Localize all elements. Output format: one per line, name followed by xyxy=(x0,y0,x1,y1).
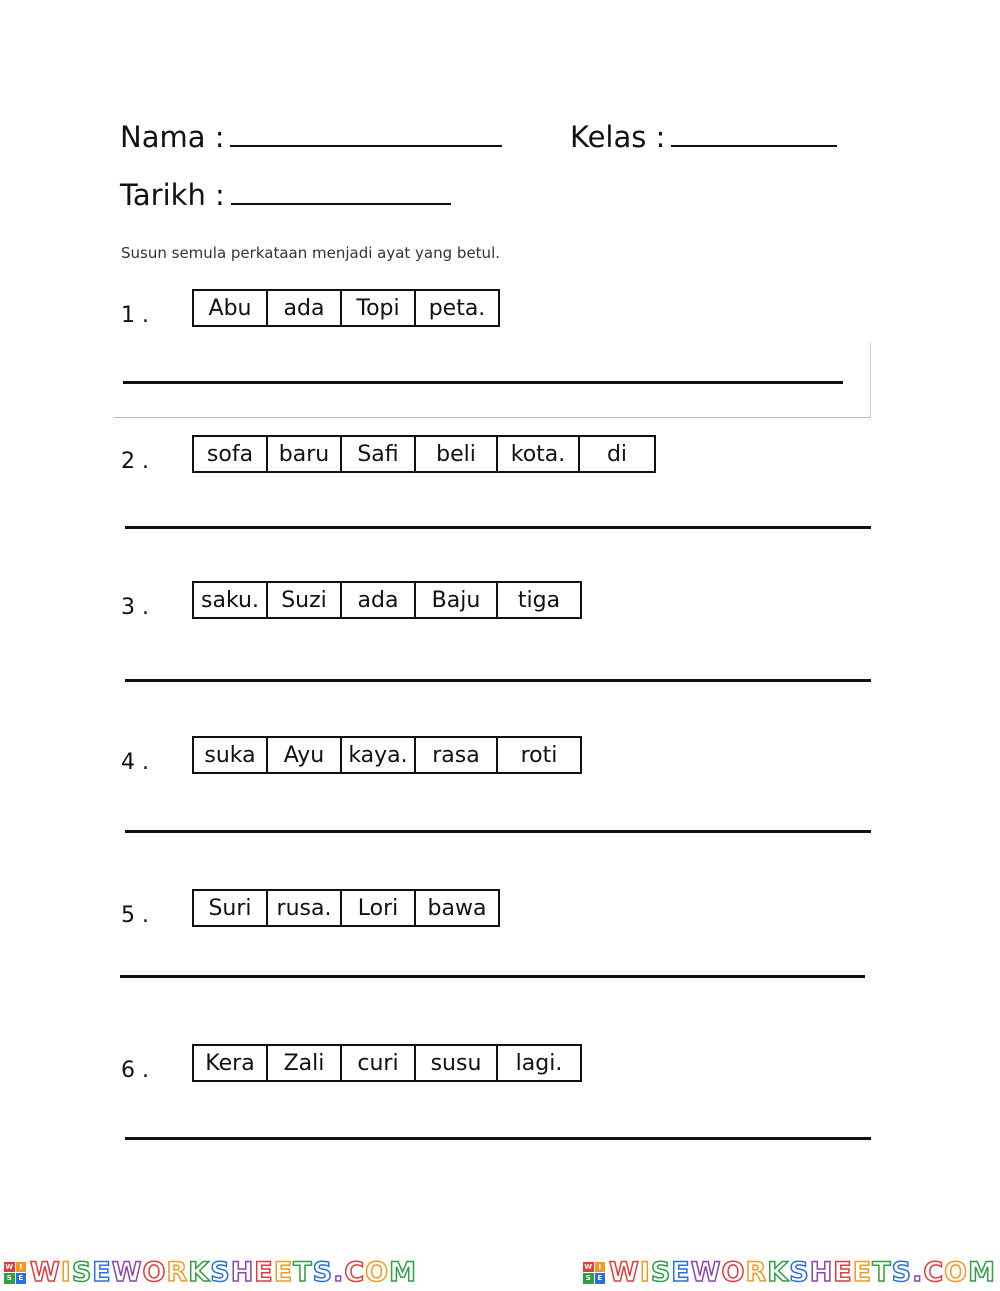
date-field xyxy=(120,178,451,212)
word-box-row xyxy=(192,435,656,473)
word-box-row xyxy=(192,289,500,327)
word-tile[interactable]: kota. xyxy=(498,437,580,471)
word-tile[interactable]: Zali xyxy=(268,1046,342,1080)
question-number: 1 . xyxy=(121,303,149,328)
word-tile[interactable]: sofa xyxy=(194,437,268,471)
fold-edge xyxy=(870,343,871,418)
name-blank[interactable] xyxy=(230,121,502,147)
word-box-row xyxy=(192,1044,582,1082)
class-blank[interactable] xyxy=(671,121,837,147)
word-tile[interactable]: Topi xyxy=(342,291,416,325)
logo-letter: S xyxy=(583,1273,594,1284)
word-tile[interactable]: roti xyxy=(520,742,558,768)
word-tile[interactable]: susu xyxy=(416,1046,498,1080)
class-field xyxy=(570,120,837,154)
question-number: 6 . xyxy=(121,1058,149,1083)
question-number: 3 . xyxy=(121,595,149,620)
logo-letter: W xyxy=(5,1262,14,1271)
word-tile[interactable]: rusa. xyxy=(268,891,342,925)
word-tile[interactable]: ada xyxy=(268,291,342,325)
word-tile[interactable]: beli xyxy=(416,437,498,471)
question-number: 2 . xyxy=(121,449,149,474)
word-tile[interactable]: di xyxy=(606,441,628,467)
word-tile[interactable]: curi xyxy=(342,1046,416,1080)
word-tile[interactable]: baru xyxy=(268,437,342,471)
answer-line[interactable] xyxy=(123,381,843,384)
word-tile[interactable]: kaya. xyxy=(342,738,416,772)
brand-logo-icon xyxy=(583,1262,605,1284)
answer-line[interactable] xyxy=(125,526,871,529)
word-tile[interactable]: Baju xyxy=(416,583,498,617)
question-number: 5 . xyxy=(121,903,149,928)
word-tile[interactable]: Kera xyxy=(194,1046,268,1080)
footer-brand-strip xyxy=(4,1257,996,1288)
word-tile[interactable]: lagi. xyxy=(515,1050,563,1076)
word-tile[interactable]: ada xyxy=(342,583,416,617)
question-number: 4 . xyxy=(121,750,149,775)
name-label: Nama : xyxy=(120,120,225,154)
logo-letter: I xyxy=(16,1262,27,1273)
answer-line[interactable] xyxy=(125,1137,871,1140)
word-box-row xyxy=(192,581,582,619)
class-label: Kelas : xyxy=(570,120,666,154)
word-tile[interactable]: Suri xyxy=(194,891,268,925)
fold-line xyxy=(114,417,871,418)
word-tile[interactable]: rasa xyxy=(416,738,498,772)
word-tile[interactable]: Abu xyxy=(194,291,268,325)
logo-letter: S xyxy=(4,1273,15,1284)
word-tile[interactable]: suka xyxy=(194,738,268,772)
word-tile[interactable]: bawa xyxy=(427,895,487,921)
logo-letter: E xyxy=(595,1273,606,1284)
brand-logo-icon xyxy=(4,1262,26,1284)
word-tile[interactable]: tiga xyxy=(517,587,561,613)
logo-letter: W xyxy=(584,1262,593,1271)
word-tile[interactable]: Safi xyxy=(342,437,416,471)
brand-text: WISEWORKSHEETS.COM xyxy=(30,1257,417,1288)
name-field xyxy=(120,120,502,154)
word-tile[interactable]: peta. xyxy=(428,295,486,321)
word-tile[interactable]: Suzi xyxy=(268,583,342,617)
logo-letter: E xyxy=(16,1273,27,1284)
word-tile[interactable]: Ayu xyxy=(268,738,342,772)
date-blank[interactable] xyxy=(231,179,451,205)
instruction-text: Susun semula perkataan menjadi ayat yang betul. xyxy=(121,244,500,262)
word-tile[interactable]: saku. xyxy=(194,583,268,617)
brand-group xyxy=(583,1257,996,1288)
brand-group xyxy=(4,1257,417,1288)
answer-line[interactable] xyxy=(120,975,865,978)
word-box-row xyxy=(192,736,582,774)
answer-line[interactable] xyxy=(125,830,871,833)
logo-letter: I xyxy=(595,1262,606,1273)
word-tile[interactable]: Lori xyxy=(342,891,416,925)
date-label: Tarikh : xyxy=(120,178,225,212)
brand-text: WISEWORKSHEETS.COM xyxy=(609,1257,996,1288)
answer-line[interactable] xyxy=(125,679,871,682)
word-box-row xyxy=(192,889,500,927)
